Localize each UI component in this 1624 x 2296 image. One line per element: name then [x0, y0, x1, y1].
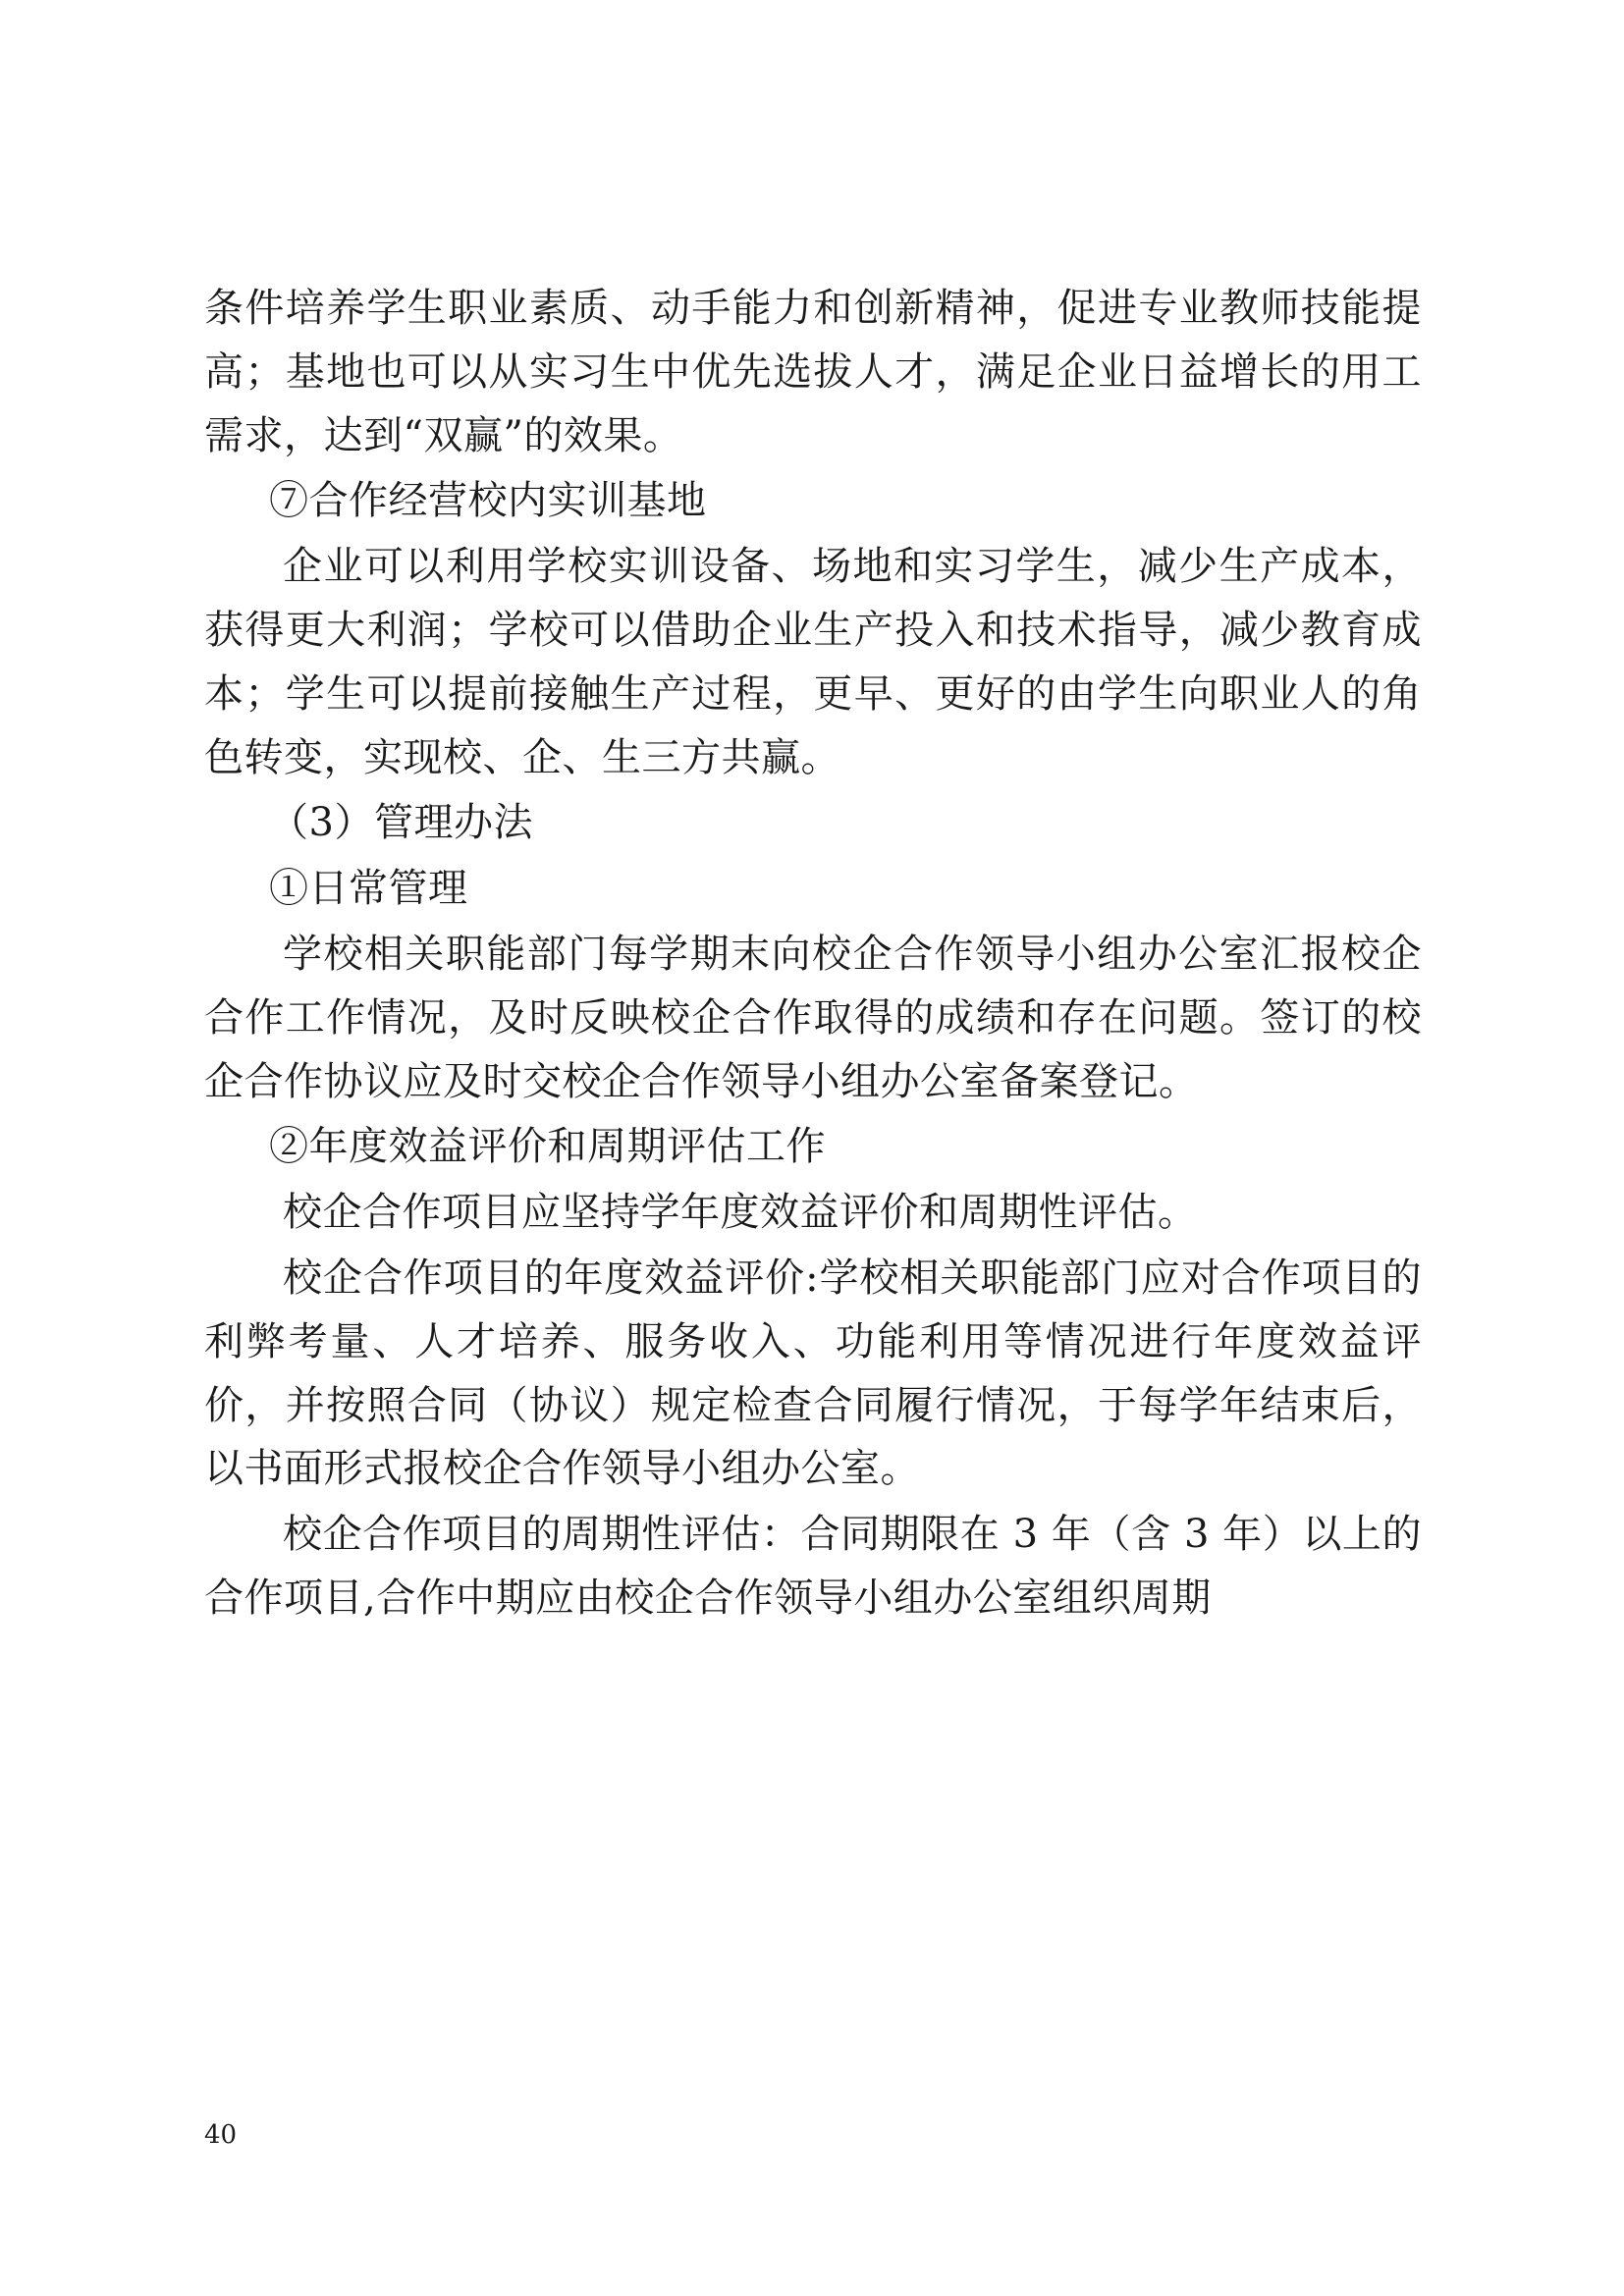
paragraph: ①日常管理: [269, 866, 468, 912]
paragraph: （3）管理办法: [269, 800, 533, 846]
paragraph: 校企合作项目的周期性评估：合同期限在 3 年（含 3 年）以上的合作项目,合作中期应由校企合作领导小组办公室组织周期: [204, 1512, 1422, 1621]
paragraph: 校企合作项目的年度效益评价:学校相关职能部门应对合作项目的利弊考量、人才培养、服务收入、功能利用等情况进行年度效益评价，并按照合同（协议）规定检查合同履行情况，于每学年结束后，以书面形式报校企合作领导小组办公室。: [204, 1255, 1422, 1492]
paragraph: 企业可以利用学校实训设备、场地和实习学生，减少生产成本，获得更大利润；学校可以借助企业生产投入和技术指导，减少教育成本；学生可以提前接触生产过程，更早、更好的由学生向职业人的角色转变，实现校、企、生三方共赢。: [204, 544, 1422, 780]
paragraph: ②年度效益评价和周期评估工作: [269, 1124, 826, 1170]
paragraph: 条件培养学生职业素质、动手能力和创新精神，促进专业教师技能提高；基地也可以从实习生中优先选拔人才，满足企业日益增长的用工需求，达到“双赢”的效果。: [204, 286, 1422, 458]
paragraph: 校企合作项目应坚持学年度效益评价和周期性评估。: [283, 1190, 1198, 1236]
paragraph: 学校相关职能部门每学期末向校企合作领导小组办公室汇报校企合作工作情况，及时反映校企合作取得的成绩和存在问题。签订的校企合作协议应及时交校企合作领导小组办公室备案登记。: [204, 931, 1422, 1104]
paragraph: ⑦合作经营校内实训基地: [269, 478, 707, 524]
page-body: [204, 277, 1422, 1632]
page-number: 40: [204, 2120, 238, 2150]
